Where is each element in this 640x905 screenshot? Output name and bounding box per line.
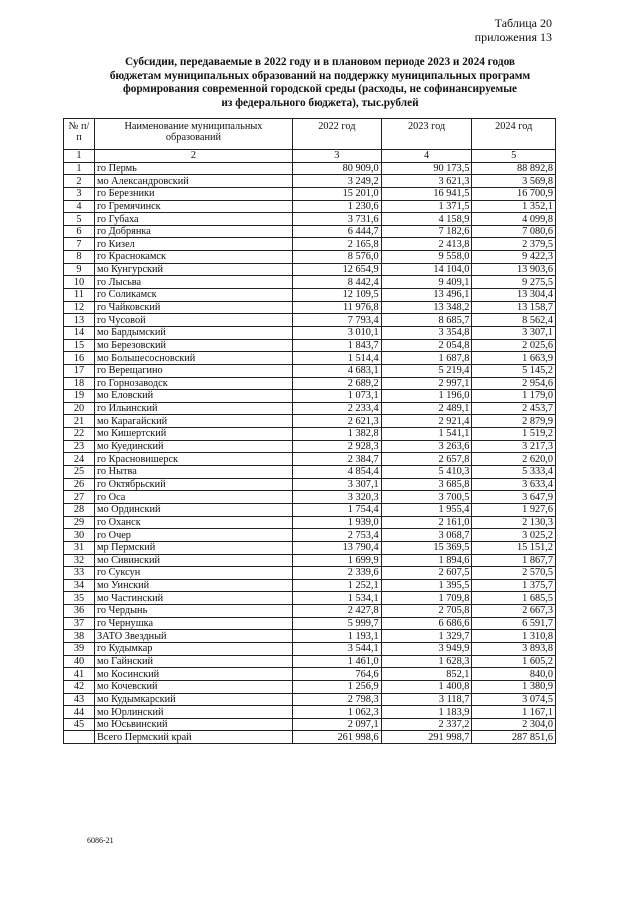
caption-appendix: приложения 13 [474,30,552,44]
municipality-name: го Пермь [94,162,292,175]
value-2023: 2 607,5 [381,567,472,580]
value-2024: 16 700,9 [472,187,556,200]
value-2023: 1 329,7 [381,630,472,643]
row-number: 33 [64,567,95,580]
municipality-name: го Кизел [94,238,292,251]
municipality-name: го Нытва [94,466,292,479]
municipality-name: го Добрянка [94,225,292,238]
municipality-name: мо Кочевский [94,680,292,693]
municipality-name: мо Кунгурский [94,263,292,276]
column-number: 5 [472,150,556,163]
value-2023: 13 348,2 [381,301,472,314]
row-number: 20 [64,402,95,415]
value-2024: 2 954,6 [472,377,556,390]
table-row [64,301,556,314]
table-row [64,516,556,529]
municipality-name: мо Александровский [94,175,292,188]
value-2024: 13 304,4 [472,289,556,302]
row-number: 38 [64,630,95,643]
municipality-name: го Чердынь [94,605,292,618]
value-2023: 90 173,5 [381,162,472,175]
municipality-name: ЗАТО Звездный [94,630,292,643]
row-number: 28 [64,503,95,516]
municipality-name: го Октябрьский [94,478,292,491]
value-2024: 1 352,1 [472,200,556,213]
value-2024: 3 074,5 [472,693,556,706]
table-row [64,251,556,264]
row-number: 45 [64,718,95,731]
value-2023: 8 685,7 [381,314,472,327]
value-2023: 1 183,9 [381,706,472,719]
row-number: 39 [64,642,95,655]
value-2023: 2 657,8 [381,453,472,466]
value-2022: 4 854,4 [292,466,381,479]
value-2023: 6 686,6 [381,617,472,630]
municipality-name: го Краснокамск [94,251,292,264]
value-2023: 3 118,7 [381,693,472,706]
municipality-name: го Лысьва [94,276,292,289]
value-2024: 2 620,0 [472,453,556,466]
value-2023: 1 371,5 [381,200,472,213]
value-2023: 2 161,0 [381,516,472,529]
value-2022: 4 683,1 [292,364,381,377]
municipality-name: мо Куединский [94,440,292,453]
value-2024: 7 080,6 [472,225,556,238]
row-number: 10 [64,276,95,289]
value-2023: 4 158,9 [381,213,472,226]
table-row [64,718,556,731]
municipality-name: го Кудымкар [94,642,292,655]
table-row [64,314,556,327]
column-number: 2 [94,150,292,163]
value-2022: 2 427,8 [292,605,381,618]
municipality-name: го Оханск [94,516,292,529]
municipality-name: го Чайковский [94,301,292,314]
row-number: 7 [64,238,95,251]
column-number: 3 [292,150,381,163]
value-2022: 3 544,1 [292,642,381,655]
value-2022: 12 654,9 [292,263,381,276]
municipality-name: мо Сивинский [94,554,292,567]
value-2022: 1 939,0 [292,516,381,529]
header-2023: 2023 год [381,119,472,150]
municipality-name: го Березники [94,187,292,200]
title-line: Субсидии, передаваемые в 2022 году и в плановом периоде 2023 и 2024 годов [124,56,516,68]
column-number-row [64,150,556,163]
municipality-name: мо Гайнский [94,655,292,668]
value-2023: 2 054,8 [381,339,472,352]
total-2023: 291 998,7 [381,731,472,744]
row-number: 43 [64,693,95,706]
table-row [64,655,556,668]
table-row [64,339,556,352]
value-2024: 2 130,3 [472,516,556,529]
header-2024: 2024 год [472,119,556,150]
value-2022: 7 793,4 [292,314,381,327]
table-row [64,326,556,339]
value-2022: 1 843,7 [292,339,381,352]
table-row [64,453,556,466]
value-2024: 1 927,6 [472,503,556,516]
value-2022: 1 073,1 [292,390,381,403]
value-2024: 3 633,4 [472,478,556,491]
value-2023: 9 558,0 [381,251,472,264]
value-2022: 11 976,8 [292,301,381,314]
value-2023: 13 496,1 [381,289,472,302]
value-2023: 1 628,3 [381,655,472,668]
value-2023: 2 921,4 [381,415,472,428]
municipality-name: го Гремячинск [94,200,292,213]
value-2024: 6 591,7 [472,617,556,630]
value-2022: 1 230,6 [292,200,381,213]
row-number: 42 [64,680,95,693]
value-2022: 15 201,0 [292,187,381,200]
row-number: 11 [64,289,95,302]
value-2022: 2 753,4 [292,529,381,542]
row-number: 12 [64,301,95,314]
table-row [64,238,556,251]
row-number: 1 [64,162,95,175]
value-2023: 1 955,4 [381,503,472,516]
value-2023: 1 400,8 [381,680,472,693]
table-row [64,478,556,491]
row-number: 21 [64,415,95,428]
row-number: 30 [64,529,95,542]
municipality-name: го Чернушка [94,617,292,630]
value-2022: 80 909,0 [292,162,381,175]
value-2023: 2 337,2 [381,718,472,731]
value-2023: 1 196,0 [381,390,472,403]
value-2023: 3 354,8 [381,326,472,339]
table-row [64,364,556,377]
value-2024: 1 867,7 [472,554,556,567]
value-2024: 2 379,5 [472,238,556,251]
row-number: 9 [64,263,95,276]
row-number: 15 [64,339,95,352]
row-number: 27 [64,491,95,504]
row-number: 35 [64,592,95,605]
table-row [64,162,556,175]
value-2022: 1 534,1 [292,592,381,605]
value-2022: 3 307,1 [292,478,381,491]
municipality-name: го Очер [94,529,292,542]
value-2024: 2 453,7 [472,402,556,415]
table-row [64,529,556,542]
value-2022: 1 461,0 [292,655,381,668]
row-number: 26 [64,478,95,491]
value-2023: 14 104,0 [381,263,472,276]
value-2022: 2 621,3 [292,415,381,428]
value-2022: 1 193,1 [292,630,381,643]
value-2024: 1 310,8 [472,630,556,643]
value-2022: 764,6 [292,668,381,681]
municipality-name: го Ильинский [94,402,292,415]
column-number: 1 [64,150,95,163]
title-line: бюджетам муниципальных образований на поддержку муниципальных программ [109,69,531,82]
table-row [64,579,556,592]
value-2022: 8 576,0 [292,251,381,264]
value-2024: 88 892,8 [472,162,556,175]
table-row [64,592,556,605]
table-row [64,706,556,719]
municipality-name: го Горнозаводск [94,377,292,390]
value-2022: 1 382,8 [292,428,381,441]
value-2022: 2 689,2 [292,377,381,390]
value-2022: 3 249,2 [292,175,381,188]
value-2022: 1 699,9 [292,554,381,567]
total-number [64,731,95,744]
table-row [64,668,556,681]
value-2022: 2 384,7 [292,453,381,466]
value-2023: 1 894,6 [381,554,472,567]
municipality-name: мо Юрлинский [94,706,292,719]
row-number: 34 [64,579,95,592]
value-2024: 3 647,9 [472,491,556,504]
value-2022: 2 928,3 [292,440,381,453]
row-number: 31 [64,541,95,554]
value-2022: 8 442,4 [292,276,381,289]
table-row [64,415,556,428]
row-number: 29 [64,516,95,529]
row-number: 44 [64,706,95,719]
total-2022: 261 998,6 [292,731,381,744]
value-2022: 2 798,3 [292,693,381,706]
table-body [64,162,556,731]
municipality-name: мо Кудымкарский [94,693,292,706]
municipality-name: мо Большесосновский [94,352,292,365]
caption-table-number: Таблица 20 [494,16,552,30]
table-total-row [64,731,556,744]
municipality-name: мо Юсьвинский [94,718,292,731]
table-caption [412,16,552,44]
value-2024: 13 158,7 [472,301,556,314]
header-number: № п/п [64,119,95,150]
column-number: 4 [381,150,472,163]
value-2023: 2 997,1 [381,377,472,390]
value-2023: 3 949,9 [381,642,472,655]
value-2024: 3 025,2 [472,529,556,542]
value-2023: 3 685,8 [381,478,472,491]
row-number: 3 [64,187,95,200]
value-2023: 5 219,4 [381,364,472,377]
municipality-name: го Оса [94,491,292,504]
value-2024: 1 167,1 [472,706,556,719]
value-2023: 1 709,8 [381,592,472,605]
table-row [64,175,556,188]
value-2024: 1 375,7 [472,579,556,592]
municipality-name: мо Косинский [94,668,292,681]
value-2023: 3 700,5 [381,491,472,504]
title-line: формирования современной городской среды (расходы, не софинансируемые [122,83,518,95]
municipality-name: го Соликамск [94,289,292,302]
value-2024: 4 099,8 [472,213,556,226]
value-2024: 13 903,6 [472,263,556,276]
table-row [64,377,556,390]
value-2023: 1 687,8 [381,352,472,365]
value-2022: 13 790,4 [292,541,381,554]
table-row [64,352,556,365]
table-row [64,402,556,415]
value-2022: 2 097,1 [292,718,381,731]
value-2022: 2 165,8 [292,238,381,251]
value-2024: 2 025,6 [472,339,556,352]
value-2024: 5 333,4 [472,466,556,479]
table-row [64,567,556,580]
table-row [64,213,556,226]
municipality-name: мо Уинский [94,579,292,592]
table-row [64,390,556,403]
value-2022: 2 339,6 [292,567,381,580]
value-2024: 840,0 [472,668,556,681]
value-2022: 3 010,1 [292,326,381,339]
value-2024: 3 569,8 [472,175,556,188]
row-number: 13 [64,314,95,327]
value-2022: 1 514,4 [292,352,381,365]
value-2022: 1 754,4 [292,503,381,516]
row-number: 32 [64,554,95,567]
row-number: 23 [64,440,95,453]
table-row [64,541,556,554]
municipality-name: го Чусовой [94,314,292,327]
value-2022: 1 252,1 [292,579,381,592]
value-2023: 1 541,1 [381,428,472,441]
value-2024: 15 151,2 [472,541,556,554]
value-2023: 2 705,8 [381,605,472,618]
row-number: 19 [64,390,95,403]
value-2024: 9 422,3 [472,251,556,264]
row-number: 36 [64,605,95,618]
value-2024: 1 519,2 [472,428,556,441]
row-number: 8 [64,251,95,264]
table-row [64,187,556,200]
subsidies-table [63,118,556,744]
table-row [64,225,556,238]
value-2024: 1 380,9 [472,680,556,693]
municipality-name: мо Частинский [94,592,292,605]
header-name: Наименование муниципальных образований [94,119,292,150]
total-label: Всего Пермский край [94,731,292,744]
value-2024: 3 217,3 [472,440,556,453]
table-row [64,428,556,441]
value-2024: 3 307,1 [472,326,556,339]
row-number: 40 [64,655,95,668]
value-2023: 9 409,1 [381,276,472,289]
municipality-name: мр Пермский [94,541,292,554]
value-2024: 2 667,3 [472,605,556,618]
table-row [64,200,556,213]
value-2024: 1 179,0 [472,390,556,403]
value-2024: 5 145,2 [472,364,556,377]
table-row [64,642,556,655]
value-2023: 3 621,3 [381,175,472,188]
row-number: 14 [64,326,95,339]
table-row [64,693,556,706]
value-2024: 1 605,2 [472,655,556,668]
municipality-name: мо Березовский [94,339,292,352]
table-row [64,276,556,289]
document-title [70,56,570,110]
value-2023: 3 068,7 [381,529,472,542]
value-2024: 2 879,9 [472,415,556,428]
total-2024: 287 851,6 [472,731,556,744]
row-number: 4 [64,200,95,213]
value-2023: 5 410,3 [381,466,472,479]
municipality-name: мо Ординский [94,503,292,516]
row-number: 17 [64,364,95,377]
value-2023: 852,1 [381,668,472,681]
table-row [64,630,556,643]
value-2022: 12 109,5 [292,289,381,302]
header-2022: 2022 год [292,119,381,150]
value-2024: 3 893,8 [472,642,556,655]
row-number: 5 [64,213,95,226]
row-number: 25 [64,466,95,479]
value-2023: 16 941,5 [381,187,472,200]
value-2022: 5 999,7 [292,617,381,630]
value-2023: 1 395,5 [381,579,472,592]
row-number: 2 [64,175,95,188]
value-2022: 6 444,7 [292,225,381,238]
value-2022: 3 731,6 [292,213,381,226]
value-2022: 3 320,3 [292,491,381,504]
value-2024: 9 275,5 [472,276,556,289]
table-row [64,605,556,618]
value-2024: 1 685,5 [472,592,556,605]
value-2022: 1 256,9 [292,680,381,693]
row-number: 18 [64,377,95,390]
municipality-name: мо Еловский [94,390,292,403]
value-2024: 2 570,5 [472,567,556,580]
row-number: 16 [64,352,95,365]
value-2022: 1 062,3 [292,706,381,719]
municipality-name: го Губаха [94,213,292,226]
table-row [64,263,556,276]
municipality-name: го Суксун [94,567,292,580]
row-number: 6 [64,225,95,238]
value-2023: 2 413,8 [381,238,472,251]
municipality-name: мо Бардымский [94,326,292,339]
table-header-row [64,119,556,150]
title-line: из федерального бюджета), тыс.рублей [221,96,419,109]
row-number: 24 [64,453,95,466]
table-row [64,289,556,302]
value-2023: 7 182,6 [381,225,472,238]
table-row [64,491,556,504]
value-2024: 8 562,4 [472,314,556,327]
table-row [64,554,556,567]
value-2024: 2 304,0 [472,718,556,731]
municipality-name: мо Кишертский [94,428,292,441]
municipality-name: го Красновишерск [94,453,292,466]
municipality-name: мо Карагайский [94,415,292,428]
value-2024: 1 663,9 [472,352,556,365]
row-number: 37 [64,617,95,630]
municipality-name: го Верещагино [94,364,292,377]
table-row [64,466,556,479]
table-row [64,680,556,693]
table-row [64,503,556,516]
table-row [64,440,556,453]
value-2022: 2 233,4 [292,402,381,415]
table-row [64,617,556,630]
row-number: 41 [64,668,95,681]
value-2023: 3 263,6 [381,440,472,453]
document-code: 6086-21 [87,836,114,845]
row-number: 22 [64,428,95,441]
value-2023: 15 369,5 [381,541,472,554]
value-2023: 2 489,1 [381,402,472,415]
